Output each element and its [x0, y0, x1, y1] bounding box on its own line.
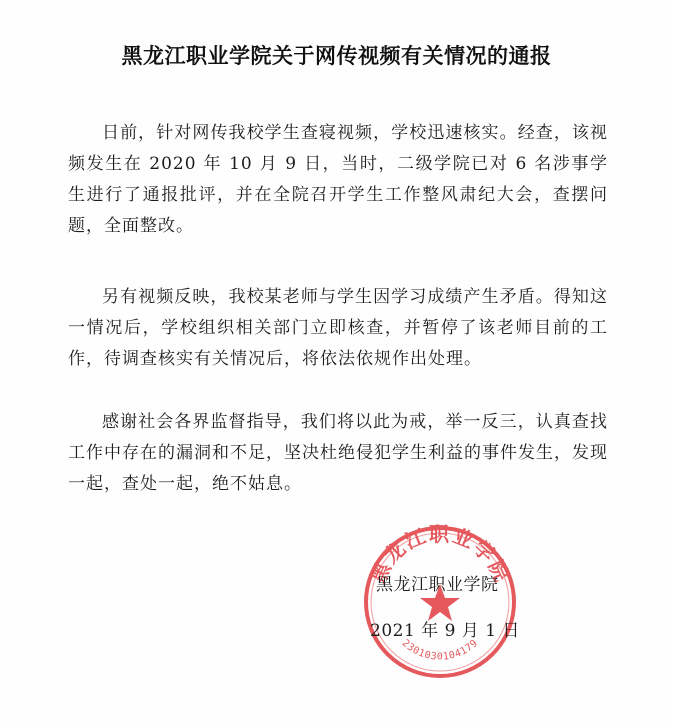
paragraph-1: 日前，针对网传我校学生查寝视频，学校迅速核实。经查，该视频发生在 2020 年 10 月 9 日，当时，二级学院已对 6 名涉事学生进行了通报批评，并在全院召开学生工作整风肃纪大会，查摆问题，全面整改。 [68, 123, 608, 236]
document-title: 黑龙江职业学院关于网传视频有关情况的通报 [121, 44, 552, 68]
svg-text:2301030104179 [400, 638, 481, 663]
signature-organization: 黑龙江职业学院 [376, 575, 499, 595]
paragraph-2: 另有视频反映，我校某老师与学生因学习成绩产生矛盾。得知这一情况后，学校组织相关部门立即核查，并暂停了该老师目前的工作，待调查核实有关情况后，将依法依规作出处理。 [68, 287, 608, 369]
seal-text: 黑龙江职业学院 [365, 522, 515, 587]
seal-number: 2301030104179 [399, 637, 481, 663]
signature-date: 2021 年 9 月 1 日 [370, 621, 520, 641]
paragraph-3: 感谢社会各界监督指导，我们将以此为戒，举一反三，认真查找工作中存在的漏洞和不足，坚决杜绝侵犯学生利益的事件发生，发现一起，查处一起，绝不姑息。 [68, 412, 608, 494]
official-seal-icon [360, 522, 520, 682]
